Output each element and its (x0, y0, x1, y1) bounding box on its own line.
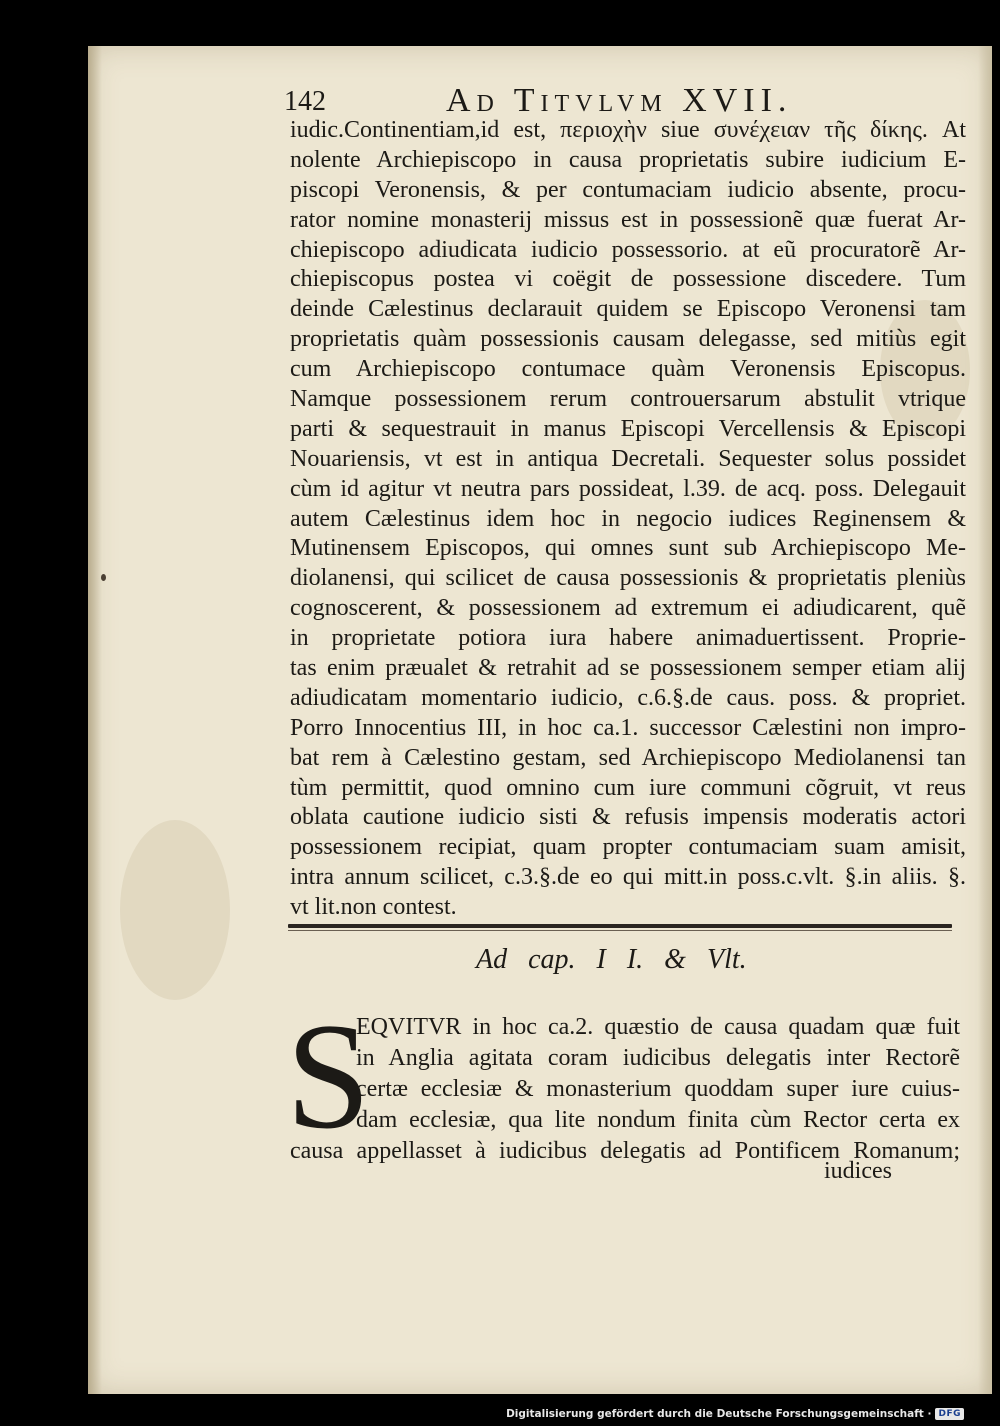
paper-speck (101, 574, 106, 581)
text-line: in proprietate potiora iura habere animaduertissent. Proprie- (290, 625, 966, 652)
text-line: iudic.Continentiam,id est, περιοχὴν siue συνέχειαν τῆς δίκης. At (290, 117, 966, 143)
text-line: parti & sequestrauit in manus Episcopi Vercellensis & Episcopi (290, 415, 966, 442)
text-line: causa appellasset à iudicibus delegatis ad Pontificem Romanum; (290, 1138, 960, 1164)
section-rule (288, 924, 952, 928)
page-number: 142 (284, 86, 326, 117)
text-line: cum Archiepiscopo contumace quàm Veronensis Episcopus. (290, 356, 966, 383)
text-line: chiepiscopus postea vi coëgit de possessione discedere. Tum (290, 266, 966, 293)
text-line: piscopi Veronensis, & per contumaciam iudicio absente, procu- (290, 176, 966, 203)
section-heading: Ad cap. I I. & Vlt. (476, 944, 747, 975)
text-line: bat rem à Cælestino gestam, sed Archiepiscopo Mediolanensi tan (290, 744, 966, 771)
text-line: Mutinensem Episcopos, qui omnes sunt sub Archiepiscopo Me- (290, 535, 966, 562)
paper-stain (120, 820, 230, 1000)
text-line: autem Cælestinus idem hoc in negocio iudices Reginensem & (290, 505, 966, 532)
text-line: oblata cautione iudicio sisti & refusis impensis moderatis actori (290, 804, 966, 831)
text-line: intra annum scilicet, c.3.§.de eo qui mitt.in poss.c.vlt. §.in aliis. §. (290, 864, 966, 891)
page-edge-shadow-left (88, 46, 102, 1394)
text-line: tas enim præualet & retrahit ad se possessionem semper etiam alij (290, 655, 966, 682)
text-line: Namque possessionem rerum controuersarum abstulit vtrique (290, 386, 966, 413)
catchword: iudices (824, 1158, 892, 1184)
text-line: in Anglia agitata coram iudicibus delegatis inter Rectorẽ (356, 1045, 960, 1071)
text-line: possessionem recipiat, quam propter contumaciam suam amisit, (290, 834, 966, 861)
text-line: dam ecclesiæ, qua lite nondum finita cùm Rector certa ex (356, 1107, 960, 1133)
text-line: Porro Innocentius III, in hoc ca.1. successor Cælestini non impro- (290, 714, 966, 741)
section-text (290, 1012, 960, 1167)
text-line: chiepiscopo adiudicata iudicio possessorio. at eũ procuratorẽ Ar- (290, 236, 966, 263)
text-line: vt lit.non contest. (290, 894, 457, 921)
text-line: proprietatis quàm possessionis causam delegasse, sed mitiùs egit (290, 326, 966, 353)
text-line: adiudicatam momentario iudicio, c.6.§.de caus. poss. & propriet. (290, 684, 966, 711)
text-line: tùm permittit, quod omnino cum iure communi cõgruit, vt reus (290, 774, 966, 801)
text-line: deinde Cælestinus declarauit quidem se Episcopo Veronensi tam (290, 296, 966, 323)
text-line: EQVITVR in hoc ca.2. quæstio de causa quadam quæ fuit (356, 1014, 960, 1040)
text-line: cùm id agitur vt neutra pars possideat, l.39. de acq. poss. Delegauit (290, 475, 966, 502)
dfg-logo: DFG (935, 1408, 964, 1420)
drop-cap: S (286, 992, 371, 1160)
text-line: Nouariensis, vt est in antiqua Decretali. Sequester solus possidet (290, 445, 966, 472)
credit-text: Digitalisierung gefördert durch die Deutsche Forschungsgemeinschaft · (506, 1408, 932, 1420)
text-line: certæ ecclesiæ & monasterium quoddam super iure cuius- (356, 1076, 960, 1102)
running-head-title: Ad Titvlvm XVII. (446, 82, 793, 119)
text-line: rator nomine monasterij missus est in possessionẽ quæ fuerat Ar- (290, 206, 966, 233)
text-line: diolanensi, qui scilicet de causa possessionis & proprietatis pleniùs (290, 565, 966, 592)
text-line: cognoscerent, & possessionem ad extremum ei adiudicarent, quẽ (290, 595, 966, 622)
body-text (290, 116, 966, 923)
page-edge-shadow-right (978, 46, 992, 1394)
text-line: nolente Archiepiscopo in causa proprietatis subire iudicium E- (290, 146, 966, 173)
digitization-credit (506, 1408, 964, 1420)
section-rule-thin (288, 930, 952, 931)
